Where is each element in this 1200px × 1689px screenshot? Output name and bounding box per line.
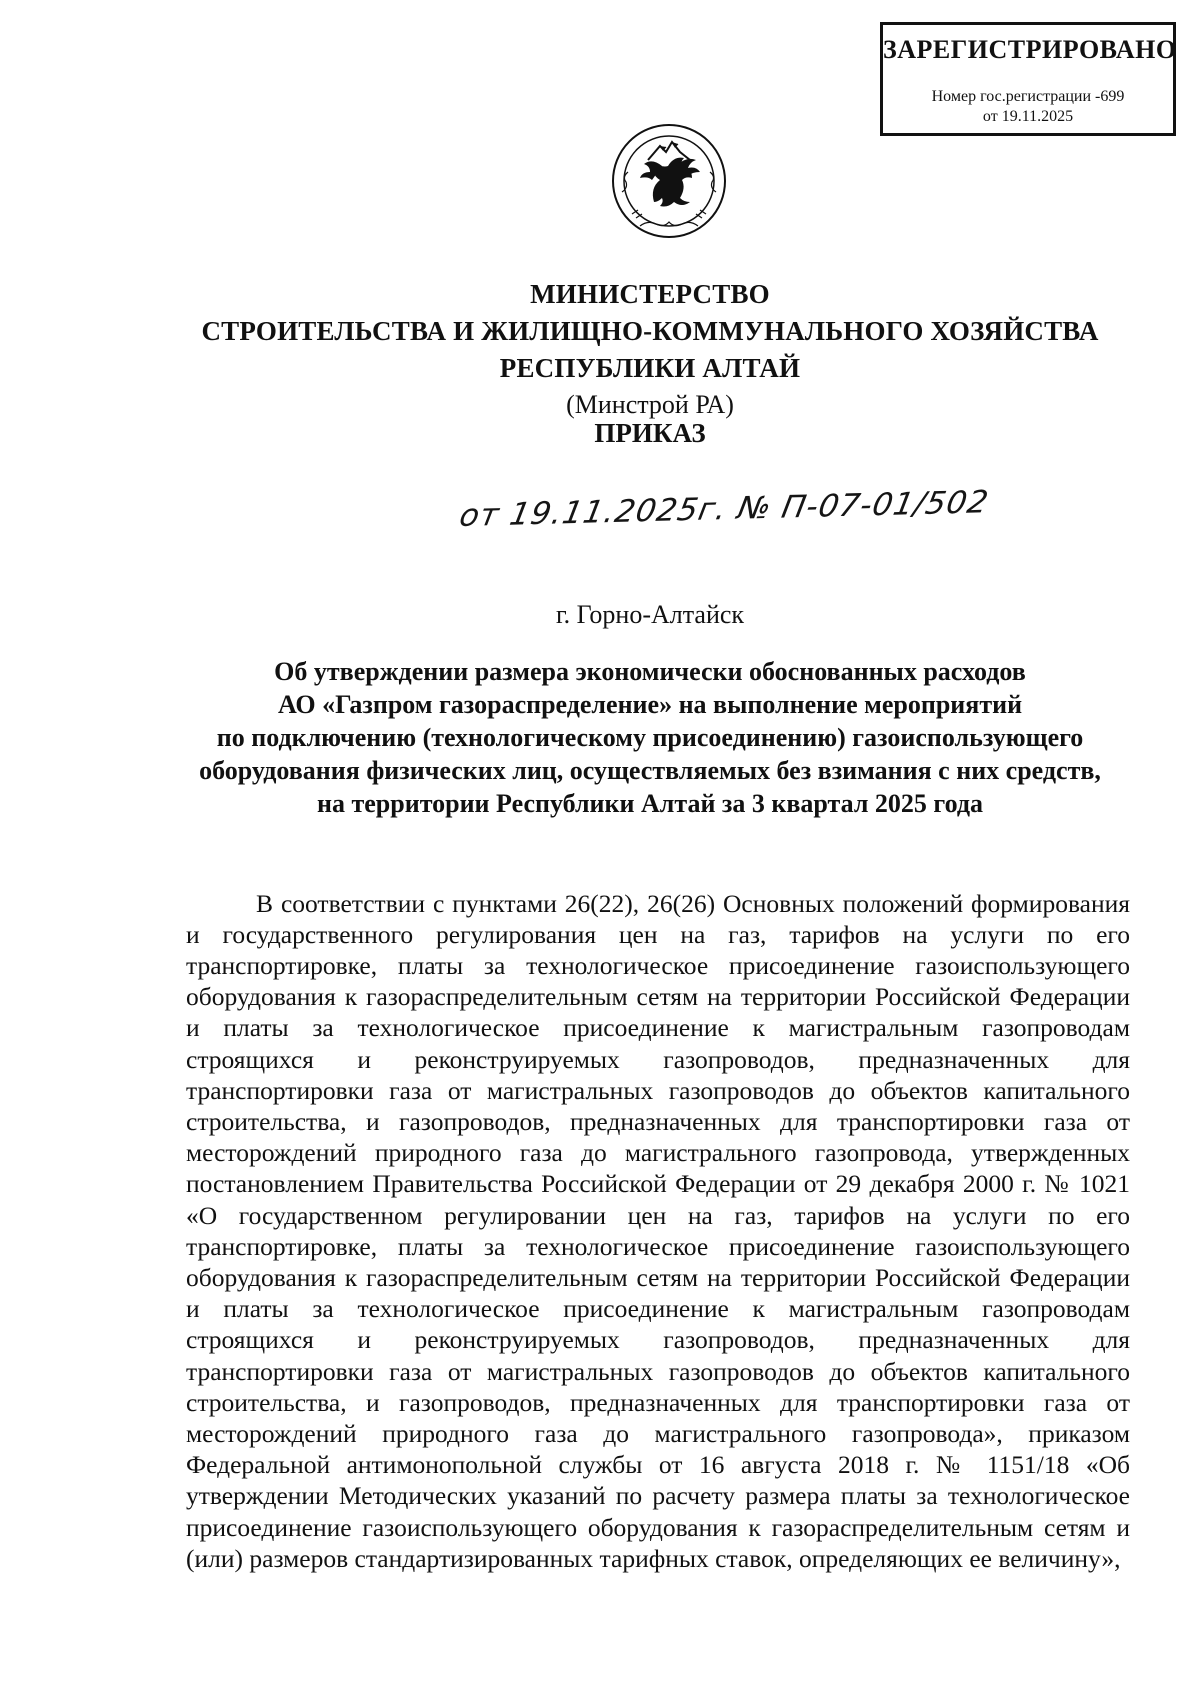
republic-altai-coat-of-arms-icon xyxy=(610,122,728,240)
ministry-line-3: РЕСПУБЛИКИ АЛТАЙ xyxy=(499,353,801,383)
title-line: по подключению (технологическому присоединению) газоиспользующего xyxy=(216,723,1084,752)
stamp-reg-date: от 19.11.2025 xyxy=(982,108,1074,125)
ministry-line-1: МИНИСТЕРСТВО xyxy=(530,279,770,309)
body-paragraph: В соответствии с пунктами 26(22), 26(26) Основных положений формирования и государственного регулирования цен на газ, тарифов на услуги по его транспортировке, платы за технологическое присоединение газоиспользующего оборудования к газораспределительным сетям на территории Российской Федерации и платы за технологическое присоединение к магистральным газопроводам строящихся и реконструируемых газопроводов, предназначенных для транспортировки газа от магистральных газопроводов до объектов капитального строительства, и газопроводов, предназначенных для транспортировки газа от месторождений природного газа до магистрального газопровода, утвержденных постановлением Правительства Российской Федерации от 29 декабря 2000 г. № 1021 «О государственном регулировании цен на газ, тарифов на услуги по его транспортировке, платы за технологическое присоединение газоиспользующего оборудования к газораспределительным сетям на территории Российской Федерации и платы за технологическое присоединение к магистральным газопроводам строящихся и реконструируемых газопроводов, предназначенных для транспортировки газа от магистральных газопроводов до объектов капитального строительства, и газопроводов, предназначенных для транспортировки газа от месторождений природного газа до магистрального газопровода», приказом Федеральной антимонопольной службы от 16 августа 2018 г. № 1151/18 «Об утверждении Методических указаний по расчету размера платы за технологическое присоединение газоиспользующего оборудования к газораспределительным сетям и (или) размеров стандартизированных тарифных ставок, определяющих ее величину», xyxy=(186,888,1130,1573)
stamp-reg-number: Номер гос.регистрации -699 xyxy=(931,88,1125,105)
ministry-line-2: СТРОИТЕЛЬСТВА И ЖИЛИЩНО-КОММУНАЛЬНОГО ХОЗЯЙСТВА xyxy=(201,316,1099,346)
title-line: на территории Республики Алтай за 3 квартал 2025 года xyxy=(317,789,983,818)
stamp-title: ЗАРЕГИСТРИРОВАНО xyxy=(883,35,1177,64)
title-line: Об утверждении размера экономически обоснованных расходов xyxy=(274,657,1026,686)
registration-stamp xyxy=(880,22,1176,136)
document-title xyxy=(50,655,1200,820)
ministry-header xyxy=(50,276,1200,423)
title-line: оборудования физических лиц, осуществляемых без взимания с них средств, xyxy=(199,756,1101,785)
city-name: г. Горно-Алтайск xyxy=(555,600,745,629)
handwritten-order-number: от 19.11.2025г. № П-07-01/502 xyxy=(456,484,992,534)
order-heading: ПРИКАЗ xyxy=(594,418,706,448)
ministry-abbreviation: (Минстрой РА) xyxy=(566,390,734,419)
title-line: АО «Газпром газораспределение» на выполнение мероприятий xyxy=(277,690,1023,719)
